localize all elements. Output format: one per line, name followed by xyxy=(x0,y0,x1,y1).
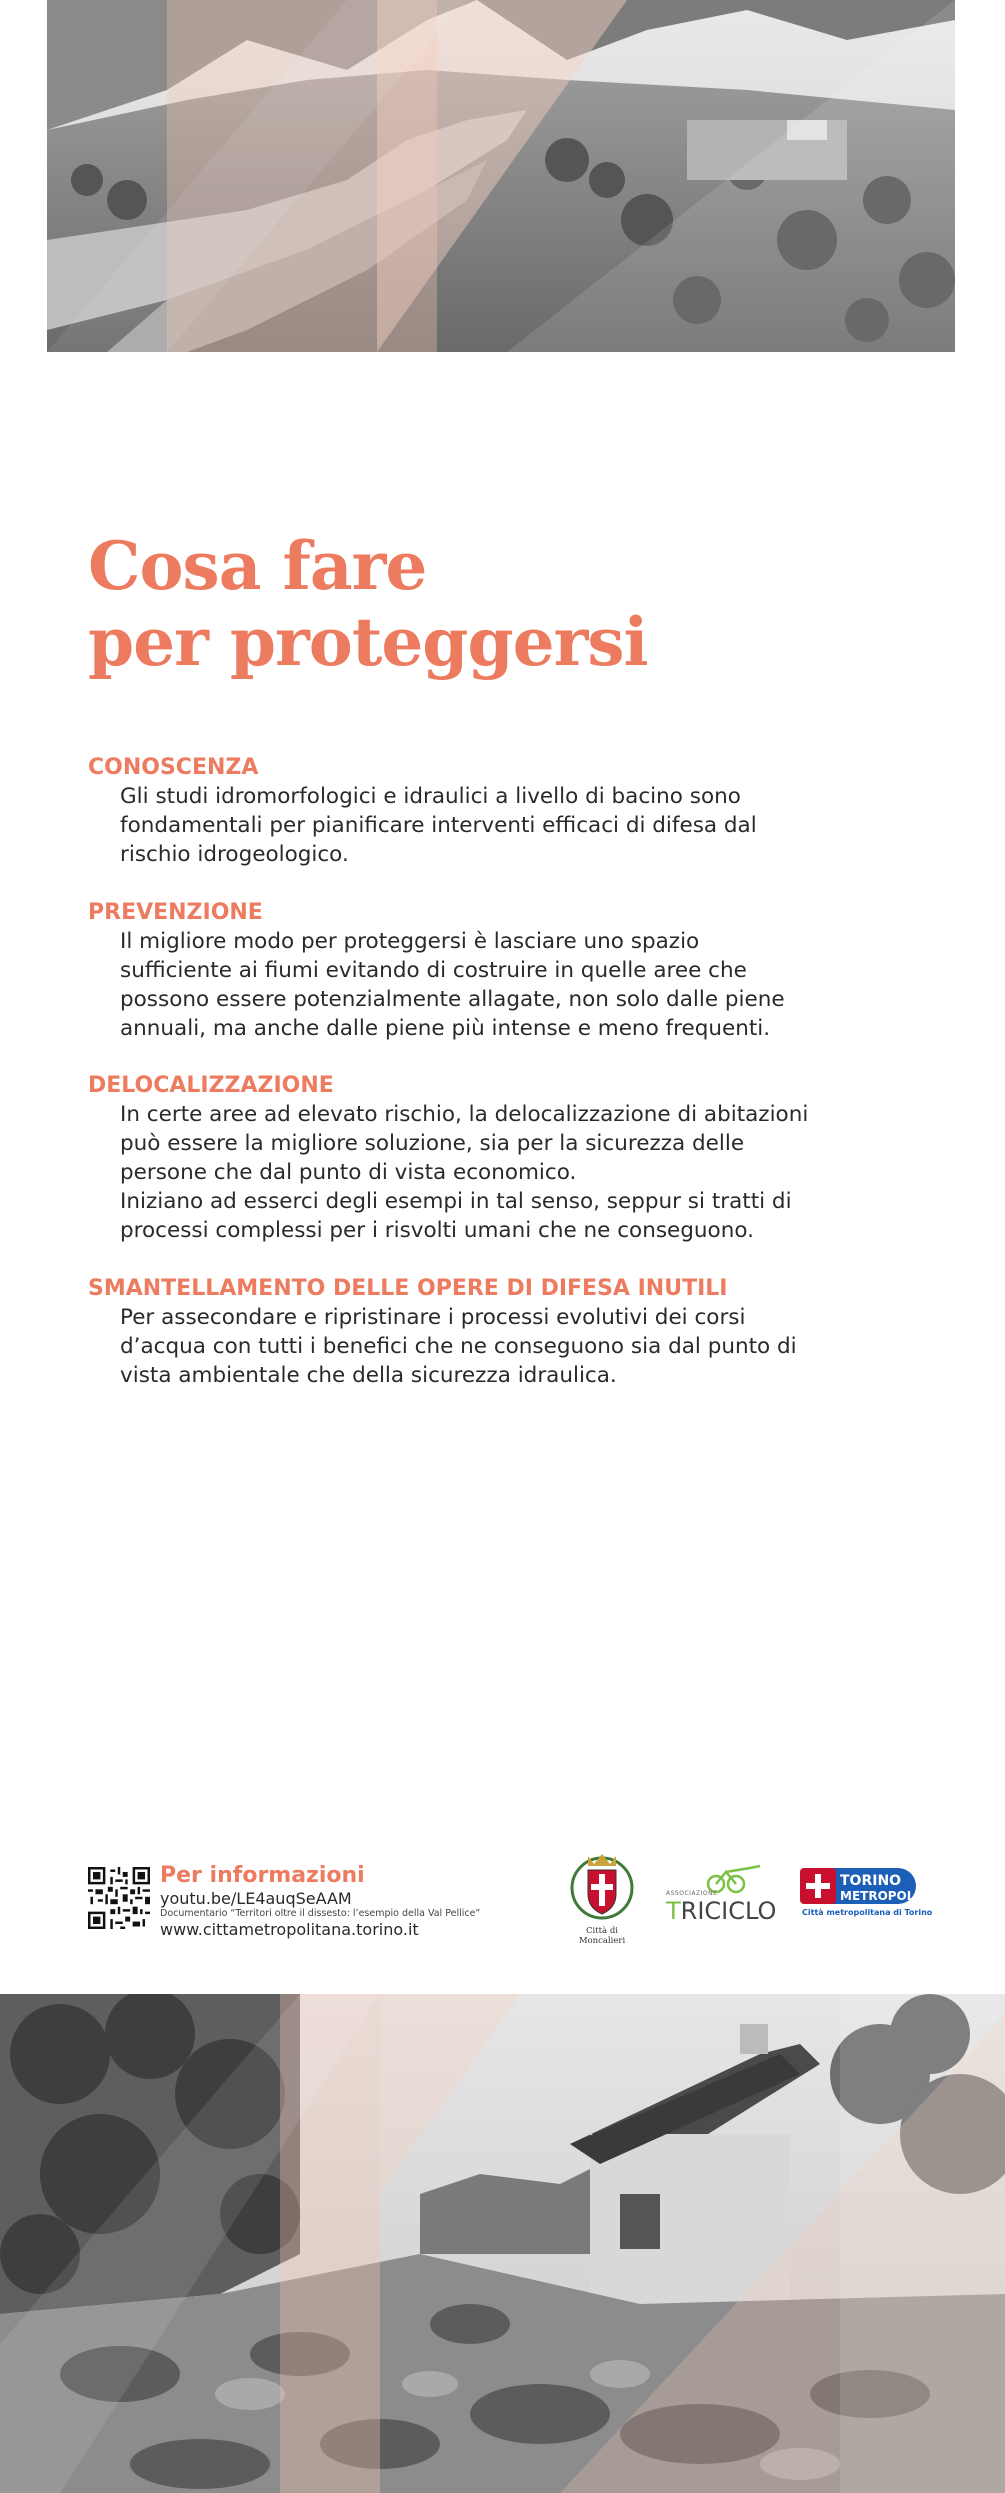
title-line-2: per proteggersi xyxy=(88,603,648,681)
top-landscape-photo xyxy=(47,0,955,352)
body-line: Il migliore modo per proteggersi è lasciare uno spazio xyxy=(120,929,700,954)
body-line: persone che dal punto di vista economico. xyxy=(120,1160,577,1185)
torino-metropoli-logo xyxy=(800,1866,933,1922)
river-valley-image xyxy=(47,0,955,352)
section-heading: CONOSCENZA xyxy=(88,755,259,780)
qr-code-icon[interactable] xyxy=(88,1867,150,1929)
section-body xyxy=(88,782,868,869)
body-line: annuali, ma anche dalle piene più intense e meno frequenti. xyxy=(120,1016,771,1041)
body-line: sufficiente ai fiumi evitando di costruire in quelle aree che xyxy=(120,958,747,983)
moncalieri-caption-1: Città di xyxy=(586,1926,618,1936)
triciclo-association-label: ASSOCIAZIONE xyxy=(666,1890,718,1897)
body-line: Per assecondare e ripristinare i processi evolutivi dei corsi xyxy=(120,1305,746,1330)
body-line: fondamentali per pianificare interventi efficaci di difesa dal xyxy=(120,813,757,838)
section-smantellamento xyxy=(88,1275,868,1390)
torino-line-2: METROPOLI xyxy=(840,1889,919,1903)
page-title xyxy=(88,528,648,680)
body-line: rischio idrogeologico. xyxy=(120,842,349,867)
section-heading: SMANTELLAMENTO DELLE OPERE DI DIFESA INUTILI xyxy=(88,1276,728,1301)
website-link[interactable]: www.cittametropolitana.torino.it xyxy=(160,1920,419,1939)
documentary-caption: Documentario “Territori oltre il dissesto: l’esempio della Val Pellice” xyxy=(160,1908,481,1919)
moncalieri-logo xyxy=(566,1850,638,1950)
torino-line-1: TORINO xyxy=(840,1873,902,1889)
body-line: Gli studi idromorfologici e idraulici a livello di bacino sono xyxy=(120,784,741,809)
video-link[interactable]: youtu.be/LE4auqSeAAM xyxy=(160,1889,352,1908)
section-prevenzione xyxy=(88,899,868,1043)
section-body xyxy=(88,1100,868,1245)
body-line: Iniziano ad esserci degli esempi in tal senso, seppur si tratti di xyxy=(120,1189,792,1214)
triciclo-rest: RICICLO xyxy=(680,1897,777,1925)
body-line: può essere la migliore soluzione, sia per la sicurezza delle xyxy=(120,1131,745,1156)
flood-damage-image xyxy=(0,1994,1005,2493)
body-line: possono essere potenzialmente allagate, non solo dalle piene xyxy=(120,987,785,1012)
torino-subtitle: Città metropolitana di Torino xyxy=(802,1908,933,1917)
body-line: processi complessi per i risvolti umani che ne conseguono. xyxy=(120,1218,754,1243)
section-body xyxy=(88,927,868,1043)
triciclo-wordmark xyxy=(666,1898,776,1924)
info-title: Per informazioni xyxy=(160,1863,365,1888)
triciclo-first-letter: T xyxy=(666,1897,681,1925)
triciclo-logo xyxy=(664,1864,779,1924)
title-line-1: Cosa fare xyxy=(88,527,427,605)
body-line: d’acqua con tutti i benefici che ne conseguono sia dal punto di xyxy=(120,1334,797,1359)
torino-metropoli-badge xyxy=(800,1866,920,1906)
info-text xyxy=(160,1863,480,1940)
section-heading: DELOCALIZZAZIONE xyxy=(88,1073,334,1098)
body-line: In certe aree ad elevato rischio, la delocalizzazione di abitazioni xyxy=(120,1102,809,1127)
section-heading: PREVENZIONE xyxy=(88,900,263,925)
info-block xyxy=(88,1863,558,1939)
section-body xyxy=(88,1303,868,1390)
body-line: vista ambientale che della sicurezza idraulica. xyxy=(120,1363,617,1388)
moncalieri-caption-2: Moncalieri xyxy=(578,1936,626,1946)
section-conoscenza xyxy=(88,754,868,869)
moncalieri-crest-icon xyxy=(566,1850,638,1922)
section-delocalizzazione xyxy=(88,1072,868,1245)
bottom-flood-damage-photo xyxy=(0,1994,1005,2493)
